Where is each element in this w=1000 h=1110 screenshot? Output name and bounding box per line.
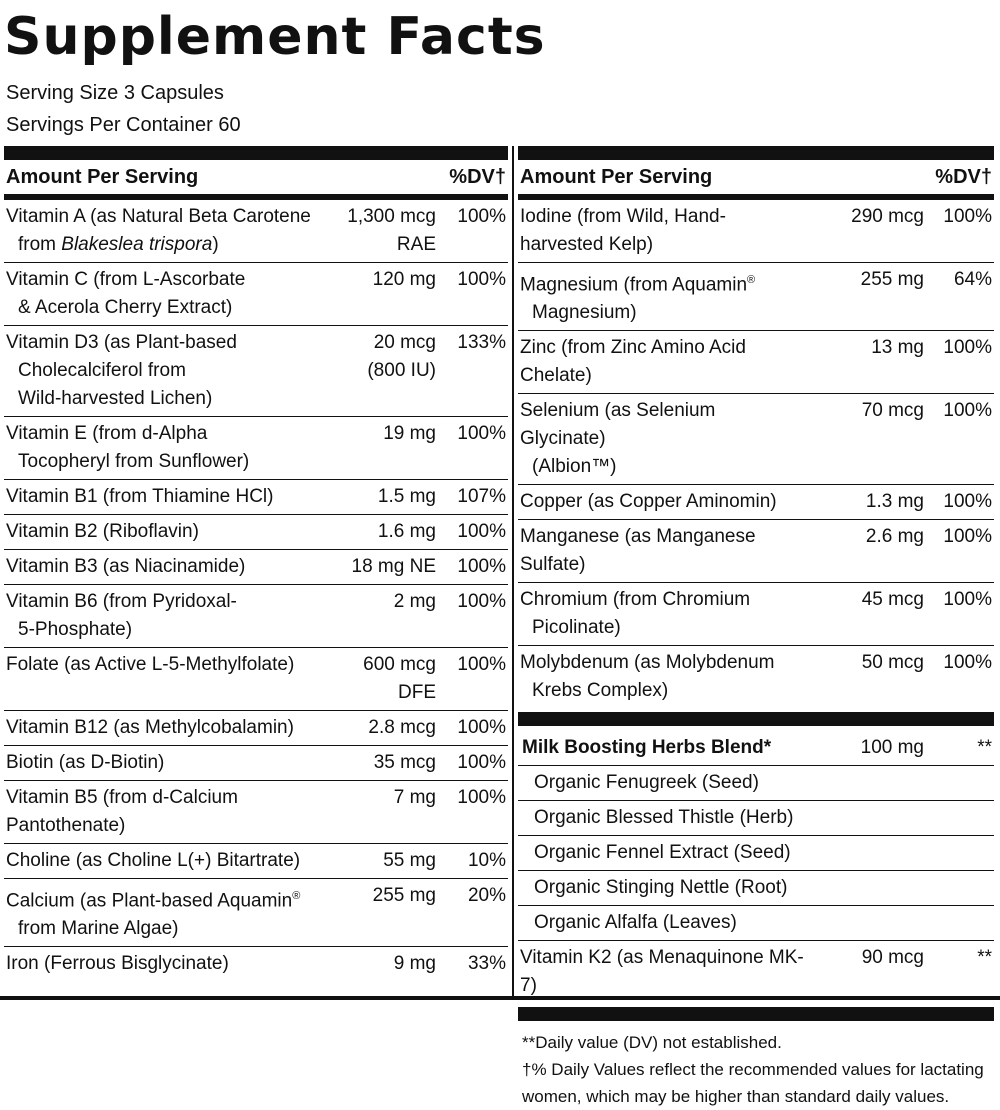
page-title: Supplement Facts xyxy=(4,7,546,67)
thick-rule xyxy=(518,712,994,726)
footnote-dv-not-established: **Daily value (DV) not established. xyxy=(522,1033,782,1053)
dv-label: %DV† xyxy=(935,165,992,188)
table-row: Vitamin D3 (as Plant-based Cholecalciferol from Wild-harvested Lichen) 20 mcg (800 IU) 133% xyxy=(4,326,508,417)
dv-label: %DV† xyxy=(449,165,506,188)
table-row: Vitamin B12 (as Methylcobalamin) 2.8 mcg 100% xyxy=(4,711,508,746)
table-row: Vitamin B2 (Riboflavin) 1.6 mg 100% xyxy=(4,515,508,550)
table-row: Vitamin A (as Natural Beta Carotene from Blakeslea trispora) 1,300 mcg RAE 100% xyxy=(4,200,508,263)
table-row: Zinc (from Zinc Amino Acid Chelate) 13 mg 100% xyxy=(518,331,994,394)
table-row: Chromium (from Chromium Picolinate) 45 mcg 100% xyxy=(518,583,994,646)
table-row: Vitamin B1 (from Thiamine HCl) 1.5 mg 107% xyxy=(4,480,508,515)
table-row: Biotin (as D-Biotin) 35 mcg 100% xyxy=(4,746,508,781)
blend-item: Organic Alfalfa (Leaves) xyxy=(518,906,994,941)
table-header xyxy=(518,160,994,200)
column-divider xyxy=(512,146,514,1000)
table-row: Copper (as Copper Aminomin) 1.3 mg 100% xyxy=(518,485,994,520)
amount-per-serving-label: Amount Per Serving xyxy=(6,165,199,188)
servings-per-container: Servings Per Container 60 xyxy=(6,114,241,136)
blend-item: Organic Fennel Extract (Seed) xyxy=(518,836,994,871)
table-row: Iron (Ferrous Bisglycinate) 9 mg 33% xyxy=(6,953,506,975)
footnote-dv-lactating-cont: women, which may be higher than standard daily values. xyxy=(522,1087,950,1107)
table-row: Vitamin K2 (as Menaquinone MK-7) 90 mcg ** xyxy=(520,947,992,997)
table-row: Choline (as Choline L(+) Bitartrate) 55 mg 10% xyxy=(4,844,508,879)
amount-per-serving-label: Amount Per Serving xyxy=(520,165,713,188)
table-header xyxy=(4,160,508,200)
footnotes xyxy=(518,1021,994,1110)
table-row: Vitamin B3 (as Niacinamide) 18 mg NE 100% xyxy=(4,550,508,585)
table-row: Manganese (as Manganese Sulfate) 2.6 mg 100% xyxy=(518,520,994,583)
bottom-rule xyxy=(0,996,1000,1000)
table-row: Molybdenum (as Molybdenum Krebs Complex) 50 mcg 100% xyxy=(520,652,992,702)
right-column xyxy=(518,146,994,1107)
thick-rule xyxy=(518,1007,994,1021)
thick-rule xyxy=(4,146,508,160)
table-row: Calcium (as Plant-based Aquamin® from Marine Algae) 255 mg 20% xyxy=(4,879,508,947)
table-row: Vitamin E (from d-Alpha Tocopheryl from Sunflower) 19 mg 100% xyxy=(4,417,508,480)
table-row: Selenium (as Selenium Glycinate) (Albion™) 70 mcg 100% xyxy=(518,394,994,485)
serving-size: Serving Size 3 Capsules xyxy=(6,82,224,104)
table-row: Vitamin B5 (from d-Calcium Pantothenate) 7 mg 100% xyxy=(4,781,508,844)
blend-item: Organic Blessed Thistle (Herb) xyxy=(518,801,994,836)
blend-item: Organic Fenugreek (Seed) xyxy=(518,766,994,801)
table-row: Iodine (from Wild, Hand-harvested Kelp) 290 mcg 100% xyxy=(518,200,994,263)
thick-rule xyxy=(518,146,994,160)
table-row: Vitamin B6 (from Pyridoxal- 5-Phosphate) 2 mg 100% xyxy=(4,585,508,648)
table-row: Magnesium (from Aquamin® Magnesium) 255 mg 64% xyxy=(518,263,994,331)
footnote-dv-lactating: †% Daily Values reflect the recommended values for lactating xyxy=(522,1060,984,1080)
blend-row: Milk Boosting Herbs Blend* 100 mg ** xyxy=(518,726,994,766)
left-column xyxy=(4,146,508,1000)
table-row: Folate (as Active L-5-Methylfolate) 600 mcg DFE 100% xyxy=(4,648,508,711)
table-row: Vitamin C (from L-Ascorbate & Acerola Cherry Extract) 120 mg 100% xyxy=(4,263,508,326)
blend-item: Organic Stinging Nettle (Root) xyxy=(518,871,994,906)
